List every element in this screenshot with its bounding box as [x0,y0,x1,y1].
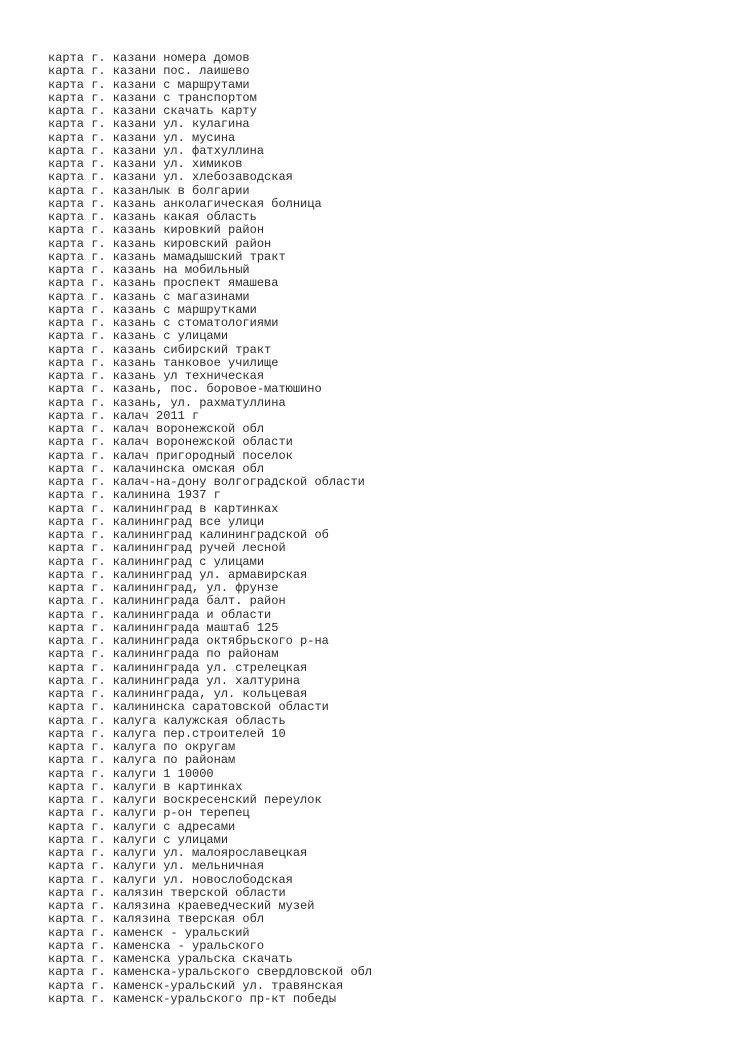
text-line: карта г. казани ул. фатхуллина [48,143,265,158]
text-line: карта г. калуги ул. мельничная [48,859,265,874]
text-line: карта г. казани ул. кулагина [48,117,250,132]
text-line: карта г. казани ул. хлебозаводская [48,170,293,185]
text-line: карта г. казань сибирский тракт [48,342,272,357]
text-line: карта г. калининград ручей лесной [48,541,286,556]
text-line: карта г. калининград калининградской об [48,528,329,542]
text-line: карта г. казань проспект ямашева [48,276,279,291]
text-line: карта г. калуга пер.строителей 10 [48,726,286,741]
text-line: карта г. казани с маршрутами [48,77,250,92]
text-line: карта г. казань мамадышский тракт [48,249,286,264]
text-line: карта г. калуги в картинках [48,779,243,794]
text-line: карта г. казань, ул. рахматуллина [48,395,286,410]
text-line: карта г. калуги ул. малоярославецкая [48,846,308,860]
text-line: карта г. калуги с улицами [48,832,229,847]
text-line: карта г. калач воронежской обл [48,422,265,436]
text-line: карта г. казань с улицами [48,329,229,344]
text-line: карта г. калининград с улицами [48,554,265,569]
text-line: карта г. калязина краеведческий музей [48,899,315,913]
text-line: карта г. калуга по округам [48,740,236,754]
text-line: карта г. калининград ул. армавирская [48,567,308,582]
text-line: карта г. калуга по районам [48,753,236,768]
text-line: карта г. калининска саратовской области [48,700,329,715]
text-line: карта г. калининграда и области [48,607,272,622]
text-line: карта г. казани скачать карту [48,104,257,118]
text-line: карта г. казани номера домов [48,51,250,65]
text-line: карта г. калининград все улици [48,514,265,529]
text-line: карта г. калининграда октябрьского р-на [48,634,329,648]
text-line: карта г. калуги 1 10000 [48,766,214,781]
text-line: карта г. калач 2011 г [48,408,200,423]
text-line: карта г. каменска - уральского [48,938,265,953]
text-line: карта г. каменск - уральский [48,925,250,940]
text-line: карта г. калуги с адресами [48,819,236,834]
text-line: карта г. казань с магазинами [48,289,250,304]
text-line: карта г. казань, пос. боровое-матюшино [48,382,322,397]
text-line: карта г. казань ул техническая [48,369,265,383]
text-line: карта г. калининград, ул. фрунзе [48,581,279,595]
text-line: карта г. калининграда по районам [48,647,279,662]
text-line: карта г. калининграда ул. халтурина [48,673,301,688]
text-line: карта г. калач воронежской области [48,435,293,450]
text-line: карта г. казани ул. химиков [48,157,243,171]
text-line: карта г. казань с стоматологиями [48,316,279,330]
text-line: карта г. калининграда, ул. кольцевая [48,687,308,701]
text-line: карта г. калач-на-дону волгоградской области [48,475,365,489]
text-line: карта г. казань с маршрутками [48,302,257,317]
text-line: карта г. калуга калужская область [48,713,286,728]
text-line: карта г. калининград в картинках [48,501,279,516]
text-line: карта г. каменск-уральского пр-кт победы [48,991,337,1006]
text-line-list [48,52,372,1006]
text-line: карта г. казань какая область [48,210,257,224]
text-line: карта г. калининграда маштаб 125 [48,620,279,635]
text-line: карта г. казань анколагическая болница [48,196,322,211]
text-line: карта г. каменска-уральского свердловской обл [48,965,373,980]
text-line: карта г. калачинска омская обл [48,461,265,476]
text-line: карта г. калач пригородный поселок [48,448,293,463]
text-line: карта г. казанлык в болгарии [48,183,250,198]
text-line: карта г. казань на мобильный [48,263,250,277]
text-line: карта г. казань кировский район [48,236,272,251]
text-line: карта г. казани пос. лаишево [48,64,250,79]
text-line: карта г. калининграда ул. стрелецкая [48,660,308,675]
text-line: карта г. калязин тверской области [48,885,286,900]
text-line: карта г. калининграда балт. район [48,594,286,609]
text-line: карта г. калуги воскресенский переулок [48,793,322,807]
text-line: карта г. казани с транспортом [48,90,257,105]
text-line: карта г. калязина тверская обл [48,912,265,927]
text-line: карта г. калинина 1937 г [48,488,221,503]
text-line: карта г. казань танковое училище [48,355,279,370]
text-line: карта г. казань кировкий район [48,223,265,238]
text-line: карта г. каменска уральска скачать [48,952,293,966]
text-line: карта г. калуги ул. новослободская [48,872,293,887]
text-line: карта г. казани ул. мусина [48,130,236,145]
text-line: карта г. каменск-уральский ул. травянская [48,978,344,993]
text-line: карта г. калуги р-он терепец [48,806,250,821]
